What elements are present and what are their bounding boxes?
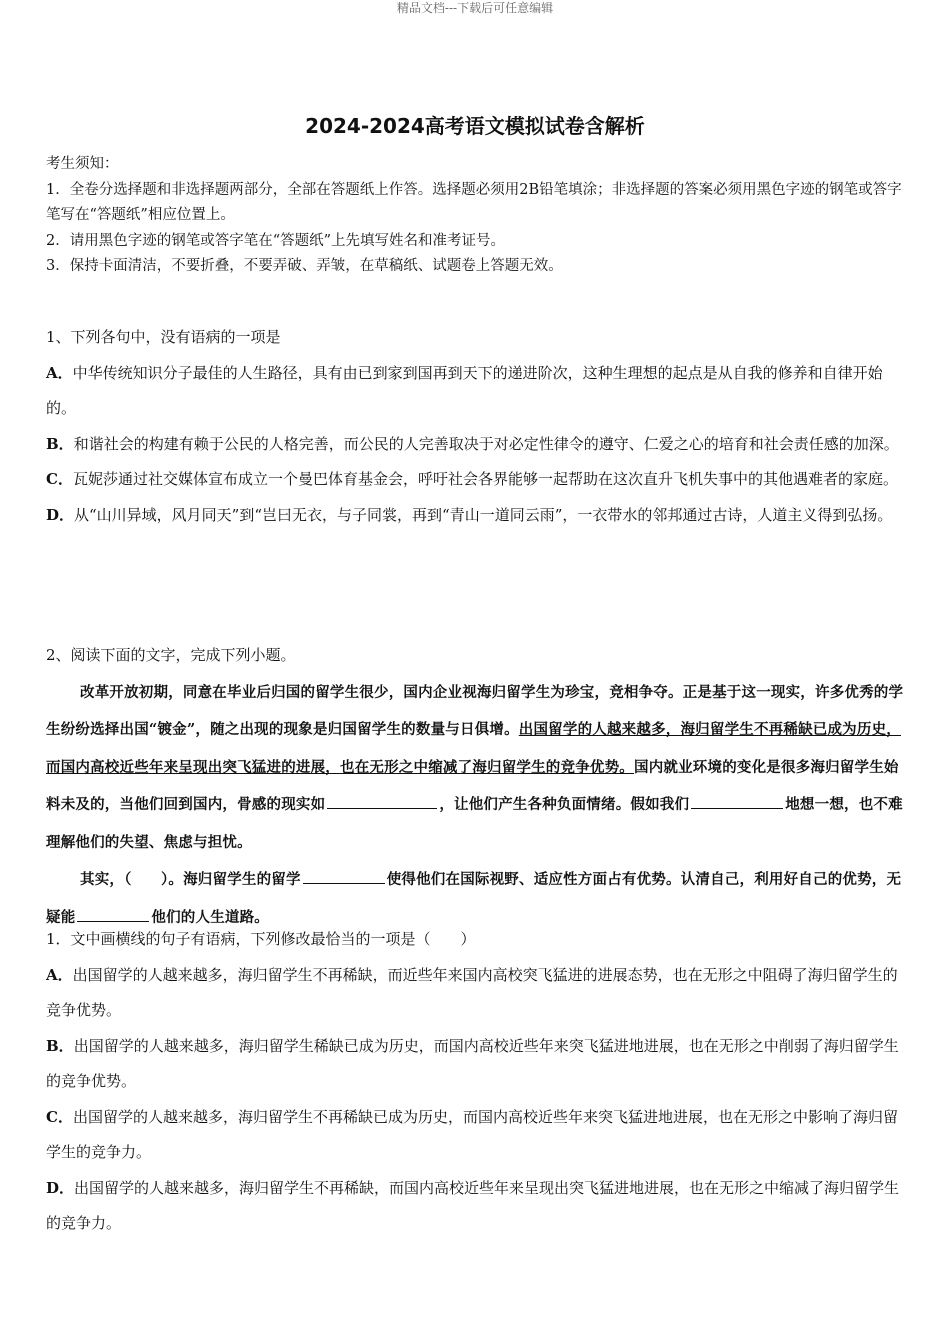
option-c	[46, 1100, 906, 1171]
passage-text: 他们的人生道路。	[151, 908, 270, 926]
fill-blank	[327, 794, 437, 809]
option-label: D．	[46, 505, 75, 524]
option-text: 出国留学的人越来越多，海归留学生稀缺已成为历史，而国内高校近些年来突飞猛进地进展，也在无形之中削弱了海归留学生的竞争优势。	[46, 1036, 899, 1090]
passage-text: 改革开放初期，同意在毕业后归国的留学生很少，国内企业视海归留学生为珍宝，竞相争夺。正是基于这一现实，许多优秀的学生纷纷选择出国“镀金”，随之出现的现象是归国留学生的数量与日俱增。	[46, 683, 904, 738]
option-b	[46, 1029, 906, 1100]
passage-text: ，让他们产生各种负面情绪。假如我们	[439, 796, 690, 813]
exam-notes	[46, 152, 906, 280]
sub-question-1	[46, 922, 906, 1242]
option-label: A．	[46, 965, 73, 984]
notes-item: 2．请用黑色字迹的钢笔或答字笔在“答题纸”上先填写姓名和准考证号。	[46, 232, 506, 249]
question-stem: 2、阅读下面的文字，完成下列小题。	[46, 646, 296, 664]
option-text: 出国留学的人越来越多，海归留学生不再稀缺，而近些年来国内高校突飞猛进的进展态势，也在无形之中阻碍了海归留学生的竞争优势。	[46, 965, 898, 1019]
document-title: 2024-2024高考语文模拟试卷含解析	[305, 114, 645, 138]
question-stem: 1．文中画横线的句子有语病，下列修改最恰当的一项是（ ）	[46, 930, 476, 948]
fill-blank	[303, 869, 385, 884]
option-c	[46, 462, 906, 498]
option-text: 瓦妮莎通过社交媒体宣布成立一个曼巴体育基金会，呼吁社会各界能够一起帮助在这次直升飞机失事中的其他遇难者的家庭。	[72, 470, 898, 488]
fill-blank	[77, 907, 149, 922]
passage-text: 国内就业环境的变化是很多海归留学生始料未及的，当他们回到国内，骨感的现实如	[46, 758, 899, 813]
option-text: 从“山川异域，风月同天”到“岂曰无衣，与子同裳，再到“青山一道同云雨”，一衣带水的邻邦通过古诗，人道主义得到弘扬。	[74, 505, 893, 524]
option-a	[46, 356, 906, 427]
option-d	[46, 498, 906, 534]
option-d	[46, 1171, 906, 1242]
notes-heading: 考生须知：	[46, 156, 119, 172]
fill-blank	[691, 794, 783, 809]
passage-paragraph-1	[46, 674, 906, 862]
option-text: 出国留学的人越来越多，海归留学生不再稀缺，而国内高校近些年来呈现出突飞猛进地进展，也在无形之中缩减了海归留学生的竞争力。	[46, 1178, 900, 1232]
question-2	[46, 638, 906, 936]
option-label: B．	[46, 1036, 74, 1055]
option-text: 和谐社会的构建有赖于公民的人格完善，而公民的人完善取决于对必定性律令的遵守、仁爱之心的培育和社会责任感的加深。	[73, 434, 899, 453]
option-text: 中华传统知识分子最佳的人生路径，具有由已到家到国再到天下的递进阶次，这种生理想的起点是从自我的修养和自律开始的。	[46, 363, 883, 417]
question-1	[46, 320, 906, 533]
notes-item: 1．全卷分选择题和非选择题两部分，全部在答题纸上作答。选择题必须用2B铅笔填涂；非选择题的答案必须用黑色字迹的钢笔或答字笔写在“答题纸”相应位置上。	[46, 181, 902, 223]
header-watermark: 精品文档---下载后可任意编辑	[396, 1, 554, 15]
passage-text: 其实，（ ）。海归留学生的留学	[80, 871, 301, 888]
option-label: C．	[46, 1107, 73, 1126]
passage-text: 使得他们在国际视野、适应性方面占有优势。认清自己，利用好自己的优势，无疑能	[46, 871, 902, 926]
question-stem: 1、下列各句中，没有语病的一项是	[46, 328, 281, 346]
underlined-sentence: 出国留学的人越来越多，海归留学生不再稀缺已成为历史，而国内高校近些年来呈现出突飞猛进的进展，也在无形之中缩减了海归留学生的竞争优势。	[46, 721, 901, 776]
option-a	[46, 958, 906, 1029]
option-text: 出国留学的人越来越多，海归留学生不再稀缺已成为历史，而国内高校近些年来突飞猛进地进展，也在无形之中影响了海归留学生的竞争力。	[46, 1107, 898, 1161]
option-label: A．	[46, 363, 73, 382]
option-b	[46, 427, 906, 463]
passage-text: 地想一想，也不难理解他们的失望、焦虑与担忧。	[46, 796, 903, 851]
option-label: B．	[46, 434, 74, 453]
option-label: D．	[46, 1178, 75, 1197]
notes-item: 3．保持卡面清洁，不要折叠，不要弄破、弄皱，在草稿纸、试题卷上答题无效。	[46, 258, 563, 274]
option-label: C．	[46, 470, 73, 488]
